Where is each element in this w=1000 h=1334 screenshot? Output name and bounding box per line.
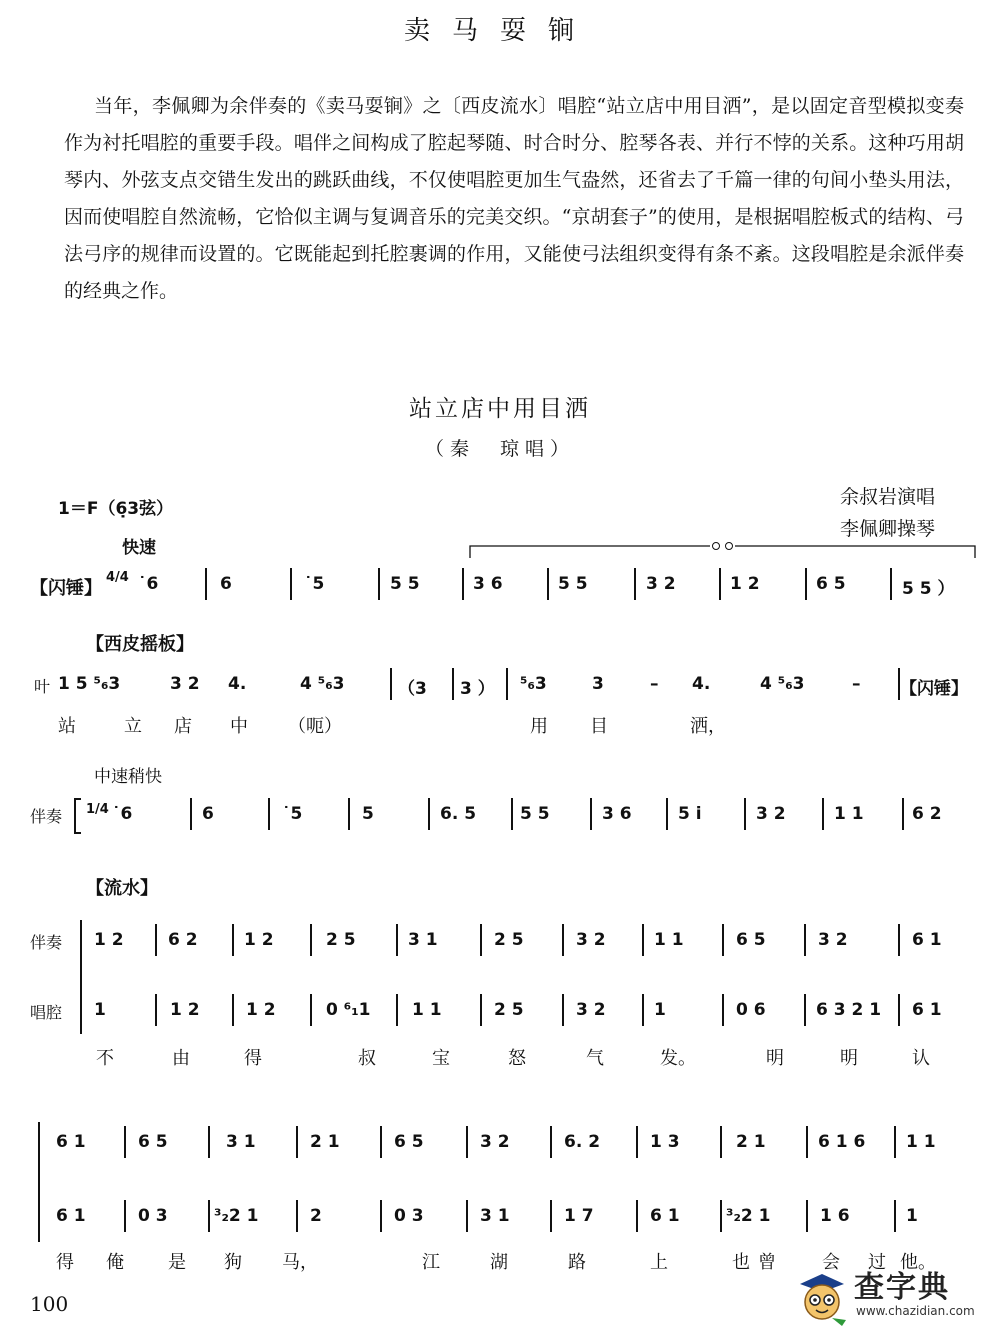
measure: 6 1 bbox=[56, 1206, 86, 1226]
lyric: 店 bbox=[174, 716, 192, 737]
lyric: 气 bbox=[586, 1048, 604, 1069]
lyrics-row-2 bbox=[0, 712, 1000, 752]
measure: 6 bbox=[202, 804, 214, 824]
lyric: 俺 bbox=[106, 1252, 124, 1273]
measure: 3 6 bbox=[473, 574, 503, 594]
measure: 6 2 bbox=[168, 930, 198, 950]
song-title: 站立店中用目洒 bbox=[409, 396, 591, 422]
measure: 4. bbox=[692, 674, 711, 694]
lyric: 狗 bbox=[224, 1252, 242, 1273]
measure: 6 5 bbox=[816, 574, 846, 594]
score-row-1 bbox=[0, 570, 1000, 614]
measure: 1 3 bbox=[650, 1132, 680, 1152]
measure: 2 1 bbox=[310, 1132, 340, 1152]
measure: ˙5 bbox=[282, 804, 303, 824]
measure: 0 ⁶₁1 bbox=[326, 1000, 371, 1020]
time-signature: 4/4 bbox=[106, 570, 129, 585]
measure: 6 3 2 1 bbox=[816, 1000, 882, 1020]
lyric: 立 bbox=[124, 716, 142, 737]
measure: 3 2 bbox=[170, 674, 200, 694]
measure: 2 bbox=[310, 1206, 322, 1226]
lyric: 由 bbox=[172, 1048, 190, 1069]
measure: 5 i bbox=[678, 804, 702, 824]
page-number: 100 bbox=[30, 1292, 69, 1316]
vocal-label: 唱腔 bbox=[30, 1003, 63, 1022]
measure: 3 2 bbox=[576, 930, 606, 950]
lyric: 认 bbox=[912, 1048, 930, 1069]
measure: 5 5 ） bbox=[902, 579, 955, 599]
lyric: 得 bbox=[56, 1252, 74, 1273]
measure: 3 2 bbox=[756, 804, 786, 824]
measure: – bbox=[650, 674, 659, 694]
lyric: 路 bbox=[568, 1252, 586, 1273]
score-row-2 bbox=[0, 674, 1000, 714]
measure: ³₂2 1 bbox=[726, 1206, 771, 1226]
measure: 3 bbox=[592, 674, 604, 694]
lyric: 他。 bbox=[900, 1252, 936, 1273]
measure: 6. 2 bbox=[564, 1132, 601, 1152]
lyric: 发。 bbox=[660, 1048, 696, 1069]
lyric: 得 bbox=[244, 1048, 262, 1069]
lyric: 明 bbox=[840, 1048, 858, 1069]
lyric: 不 bbox=[96, 1048, 114, 1069]
accomp-label: 伴奏 bbox=[30, 933, 63, 952]
measure: 1 bbox=[654, 1000, 666, 1020]
time-signature: 1/4 bbox=[86, 802, 109, 817]
measure: 1 7 bbox=[564, 1206, 594, 1226]
measure: （3 bbox=[398, 679, 427, 699]
lyric: 用 bbox=[530, 716, 548, 737]
measure: 1 1 bbox=[654, 930, 684, 950]
measure: 3 2 bbox=[818, 930, 848, 950]
lyric: 过 bbox=[868, 1252, 886, 1273]
measure: 6. 5 bbox=[440, 804, 477, 824]
measure: 3 ） bbox=[460, 679, 495, 699]
measure: 1 bbox=[94, 1000, 106, 1020]
lyric: 中 bbox=[230, 716, 248, 737]
sing-mark: 叶 bbox=[34, 677, 51, 696]
lyric: 宝 bbox=[432, 1048, 450, 1069]
tempo-fast: 快速 bbox=[122, 538, 156, 558]
measure: 6 2 bbox=[912, 804, 942, 824]
measure: 3 1 bbox=[480, 1206, 510, 1226]
lyric: 曾 bbox=[758, 1252, 776, 1273]
measure: 6 5 bbox=[138, 1132, 168, 1152]
lyric: 会 bbox=[822, 1252, 840, 1273]
credit-player: 李佩卿操琴 bbox=[840, 518, 936, 540]
measure: 1 1 bbox=[412, 1000, 442, 1020]
accomp-label: 伴奏 bbox=[30, 807, 63, 826]
measure: 3 2 bbox=[576, 1000, 606, 1020]
measure: 6 5 bbox=[736, 930, 766, 950]
intro-paragraph bbox=[64, 88, 964, 310]
measure: 3 6 bbox=[602, 804, 632, 824]
measure: ˙6 bbox=[112, 804, 133, 824]
measure: 4. bbox=[228, 674, 247, 694]
measure: 3 2 bbox=[646, 574, 676, 594]
lyric: 怒 bbox=[508, 1048, 526, 1069]
measure: 2 5 bbox=[326, 930, 356, 950]
measure: 6 1 bbox=[56, 1132, 86, 1152]
watermark-title: 查字典 bbox=[854, 1270, 950, 1305]
key-signature: 1＝F（6̣3弦） bbox=[58, 499, 174, 519]
measure: ˙6 bbox=[138, 574, 159, 594]
measure: 2 1 bbox=[736, 1132, 766, 1152]
measure: 2 5 bbox=[494, 1000, 524, 1020]
page-title: 卖马耍锏 bbox=[403, 16, 596, 46]
lyric: 马， bbox=[282, 1252, 318, 1273]
section-shanchui: 【闪锤】 bbox=[30, 578, 102, 599]
measure: 1 2 bbox=[94, 930, 124, 950]
measure: 0 3 bbox=[394, 1206, 424, 1226]
measure: ⁵₆3 bbox=[520, 674, 547, 694]
watermark bbox=[792, 1262, 992, 1326]
lyric: 上 bbox=[650, 1252, 668, 1273]
section-shanchui-end: 【闪锤】 bbox=[900, 679, 968, 699]
measure: ˙5 bbox=[304, 574, 325, 594]
section-xipi-yaoban: 【西皮摇板】 bbox=[86, 634, 194, 655]
score-row-4-accomp bbox=[0, 930, 1000, 970]
measure: 6 1 bbox=[912, 930, 942, 950]
lyric: 洒， bbox=[690, 716, 726, 737]
tempo-moderate: 中速稍快 bbox=[94, 767, 162, 787]
section-liushui: 【流水】 bbox=[86, 878, 158, 899]
measure: 6 5 bbox=[394, 1132, 424, 1152]
measure: 1 2 bbox=[246, 1000, 276, 1020]
measure: 3 1 bbox=[408, 930, 438, 950]
measure: 4 ⁵₆3 bbox=[300, 674, 345, 694]
measure: ³₂2 1 bbox=[214, 1206, 259, 1226]
repeat-bracket bbox=[0, 540, 1000, 560]
measure: 6 bbox=[220, 574, 232, 594]
score-row-3 bbox=[0, 804, 1000, 844]
measure: 4 ⁵₆3 bbox=[760, 674, 805, 694]
measure: 5 bbox=[362, 804, 374, 824]
lyric: 也 bbox=[732, 1252, 750, 1273]
measure: 0 6 bbox=[736, 1000, 766, 1020]
measure: 1 1 bbox=[834, 804, 864, 824]
lyric: 叔 bbox=[358, 1048, 376, 1069]
measure: 3 1 bbox=[226, 1132, 256, 1152]
watermark-url: www.chazidian.com bbox=[856, 1304, 975, 1318]
measure: 1 1 bbox=[906, 1132, 936, 1152]
mascot-icon bbox=[792, 1262, 852, 1326]
lyric: 江 bbox=[422, 1252, 440, 1273]
measure: 6 1 6 bbox=[818, 1132, 866, 1152]
measure: 1 2 bbox=[730, 574, 760, 594]
measure: 1 bbox=[906, 1206, 918, 1226]
lyric: 湖 bbox=[490, 1252, 508, 1273]
measure: – bbox=[852, 674, 861, 694]
measure: 1 5 ⁵₆3 bbox=[58, 674, 121, 694]
measure: 6 1 bbox=[650, 1206, 680, 1226]
lyric: 明 bbox=[766, 1048, 784, 1069]
measure: 2 5 bbox=[494, 930, 524, 950]
lyric: 站 bbox=[58, 716, 76, 737]
score-row-4-vocal bbox=[0, 1000, 1000, 1040]
measure: 3 2 bbox=[480, 1132, 510, 1152]
measure: 5 5 bbox=[558, 574, 588, 594]
measure: 0 3 bbox=[138, 1206, 168, 1226]
role-line: （秦 琼唱） bbox=[424, 438, 575, 460]
lyrics-row-4 bbox=[0, 1044, 1000, 1084]
measure: 5 5 bbox=[520, 804, 550, 824]
measure: 5 5 bbox=[390, 574, 420, 594]
lyric: 是 bbox=[168, 1252, 186, 1273]
measure: 1 2 bbox=[170, 1000, 200, 1020]
measure: 1 2 bbox=[244, 930, 274, 950]
score-row-5-vocal bbox=[0, 1206, 1000, 1246]
lyric: 目 bbox=[590, 716, 608, 737]
measure: 6 1 bbox=[912, 1000, 942, 1020]
credit-singer: 余叔岩演唱 bbox=[840, 486, 936, 508]
intro-text: 当年，李佩卿为余伴奏的《卖马耍锏》之〔西皮流水〕唱腔“站立店中用目洒”，是以固定音型模拟变奏作为衬托唱腔的重要手段。唱伴之间构成了腔起琴随、时合时分、腔琴各表、并行不悖的关系。这种巧用胡琴内、外弦支点交错生发出的跳跃曲线，不仅使唱腔更加生气盎然，还省去了千篇一律的句间小垫头用法，因而使唱腔自然流畅，它恰似主调与复调音乐的完美交织。“京胡套子”的使用，是根据唱腔板式的结构、弓法弓序的规律而设置的。它既能起到托腔裹调的作用，又能使弓法组织变得有条不紊。这段唱腔是余派伴奏的经典之作。 bbox=[64, 95, 964, 302]
score-row-5-accomp bbox=[0, 1132, 1000, 1172]
lyric: （呃） bbox=[288, 716, 342, 737]
measure: 1 6 bbox=[820, 1206, 850, 1226]
